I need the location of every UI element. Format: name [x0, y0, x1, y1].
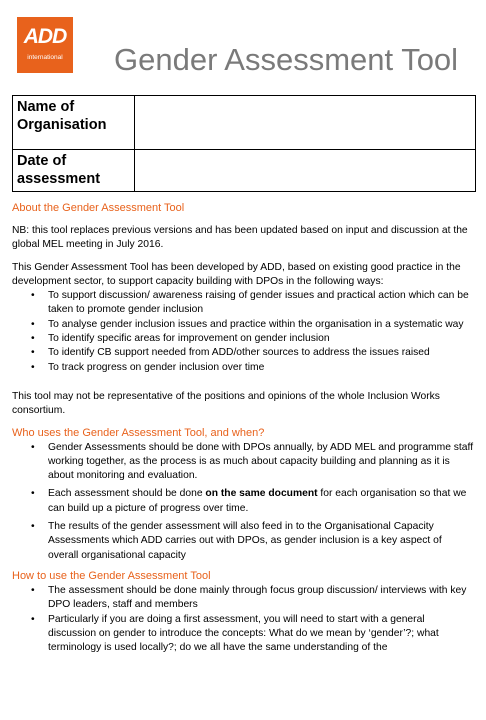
- logo-sub-text: international: [27, 54, 63, 61]
- bold-text: on the same document: [205, 488, 318, 500]
- add-international-logo: [17, 17, 73, 73]
- about-bullet-list: [12, 289, 474, 375]
- logo-brand-text: ADD: [23, 25, 67, 48]
- organisation-info-table: [12, 95, 476, 192]
- nb-paragraph: NB: this tool replaces previous versions and has been updated based on input and discussion at the global MEL meeting in July 2016.: [12, 225, 468, 251]
- list-item: • To identify CB support needed from ADD/other sources to address the issues raised: [12, 346, 474, 360]
- page-title: Gender Assessment Tool: [114, 42, 459, 77]
- how-bullet-list: [12, 584, 474, 655]
- document-body: [12, 201, 474, 655]
- list-item: • Particularly if you are doing a first assessment, you will need to start with a general discussion on gender to introduce the concepts: What do we mean by ‘gender’?; what terminology is used locally?; do we all have the same understanding of the: [12, 613, 474, 656]
- bullet-text: for each organisation so that we can build up a picture of progress over time.: [48, 488, 467, 514]
- intro-paragraph: This Gender Assessment Tool has been developed by ADD, based on existing good practice in the development sector, to support capacity building with DPOs in the following ways:: [12, 261, 461, 287]
- list-item: • To track progress on gender inclusion over time: [12, 361, 474, 375]
- list-item: [12, 487, 474, 516]
- section-heading-who: Who uses the Gender Assessment Tool, and when?: [12, 426, 265, 439]
- organisation-name-label: Name of Organisation: [13, 96, 135, 150]
- table-row: [13, 150, 476, 192]
- bullet-text: Each assessment should be done: [48, 488, 206, 500]
- organisation-name-field[interactable]: [135, 96, 476, 150]
- who-bullet-list: [12, 441, 474, 563]
- list-item: • To identify specific areas for improvement on gender inclusion: [12, 332, 474, 346]
- section-heading-about: About the Gender Assessment Tool: [12, 202, 185, 214]
- list-item: • The assessment should be done mainly through focus group discussion/ interviews with key DPO leaders, staff and members: [12, 584, 474, 613]
- list-item: • To support discussion/ awareness raising of gender issues and practical action which can be taken to promote gender inclusion: [12, 289, 474, 318]
- disclaimer-paragraph: This tool may not be representative of the positions and opinions of the whole Inclusion Works consortium.: [12, 390, 440, 417]
- list-item: • The results of the gender assessment will also feed in to the Organisational Capacity Assessments which ADD carries out with DPOs, as gender inclusion is a key aspect of overall organisational capacity: [12, 520, 474, 563]
- assessment-date-field[interactable]: [135, 150, 476, 192]
- list-item: • To analyse gender inclusion issues and practice within the organisation in a systematic way: [12, 318, 474, 332]
- section-heading-how: How to use the Gender Assessment Tool: [12, 569, 211, 582]
- assessment-date-label: Date of assessment: [13, 150, 135, 192]
- list-item: • Gender Assessments should be done with DPOs annually, by ADD MEL and programme staff working together, as the process is as much about capacity building and planning as it is about monitoring and evaluation.: [12, 441, 474, 484]
- table-row: [13, 96, 476, 150]
